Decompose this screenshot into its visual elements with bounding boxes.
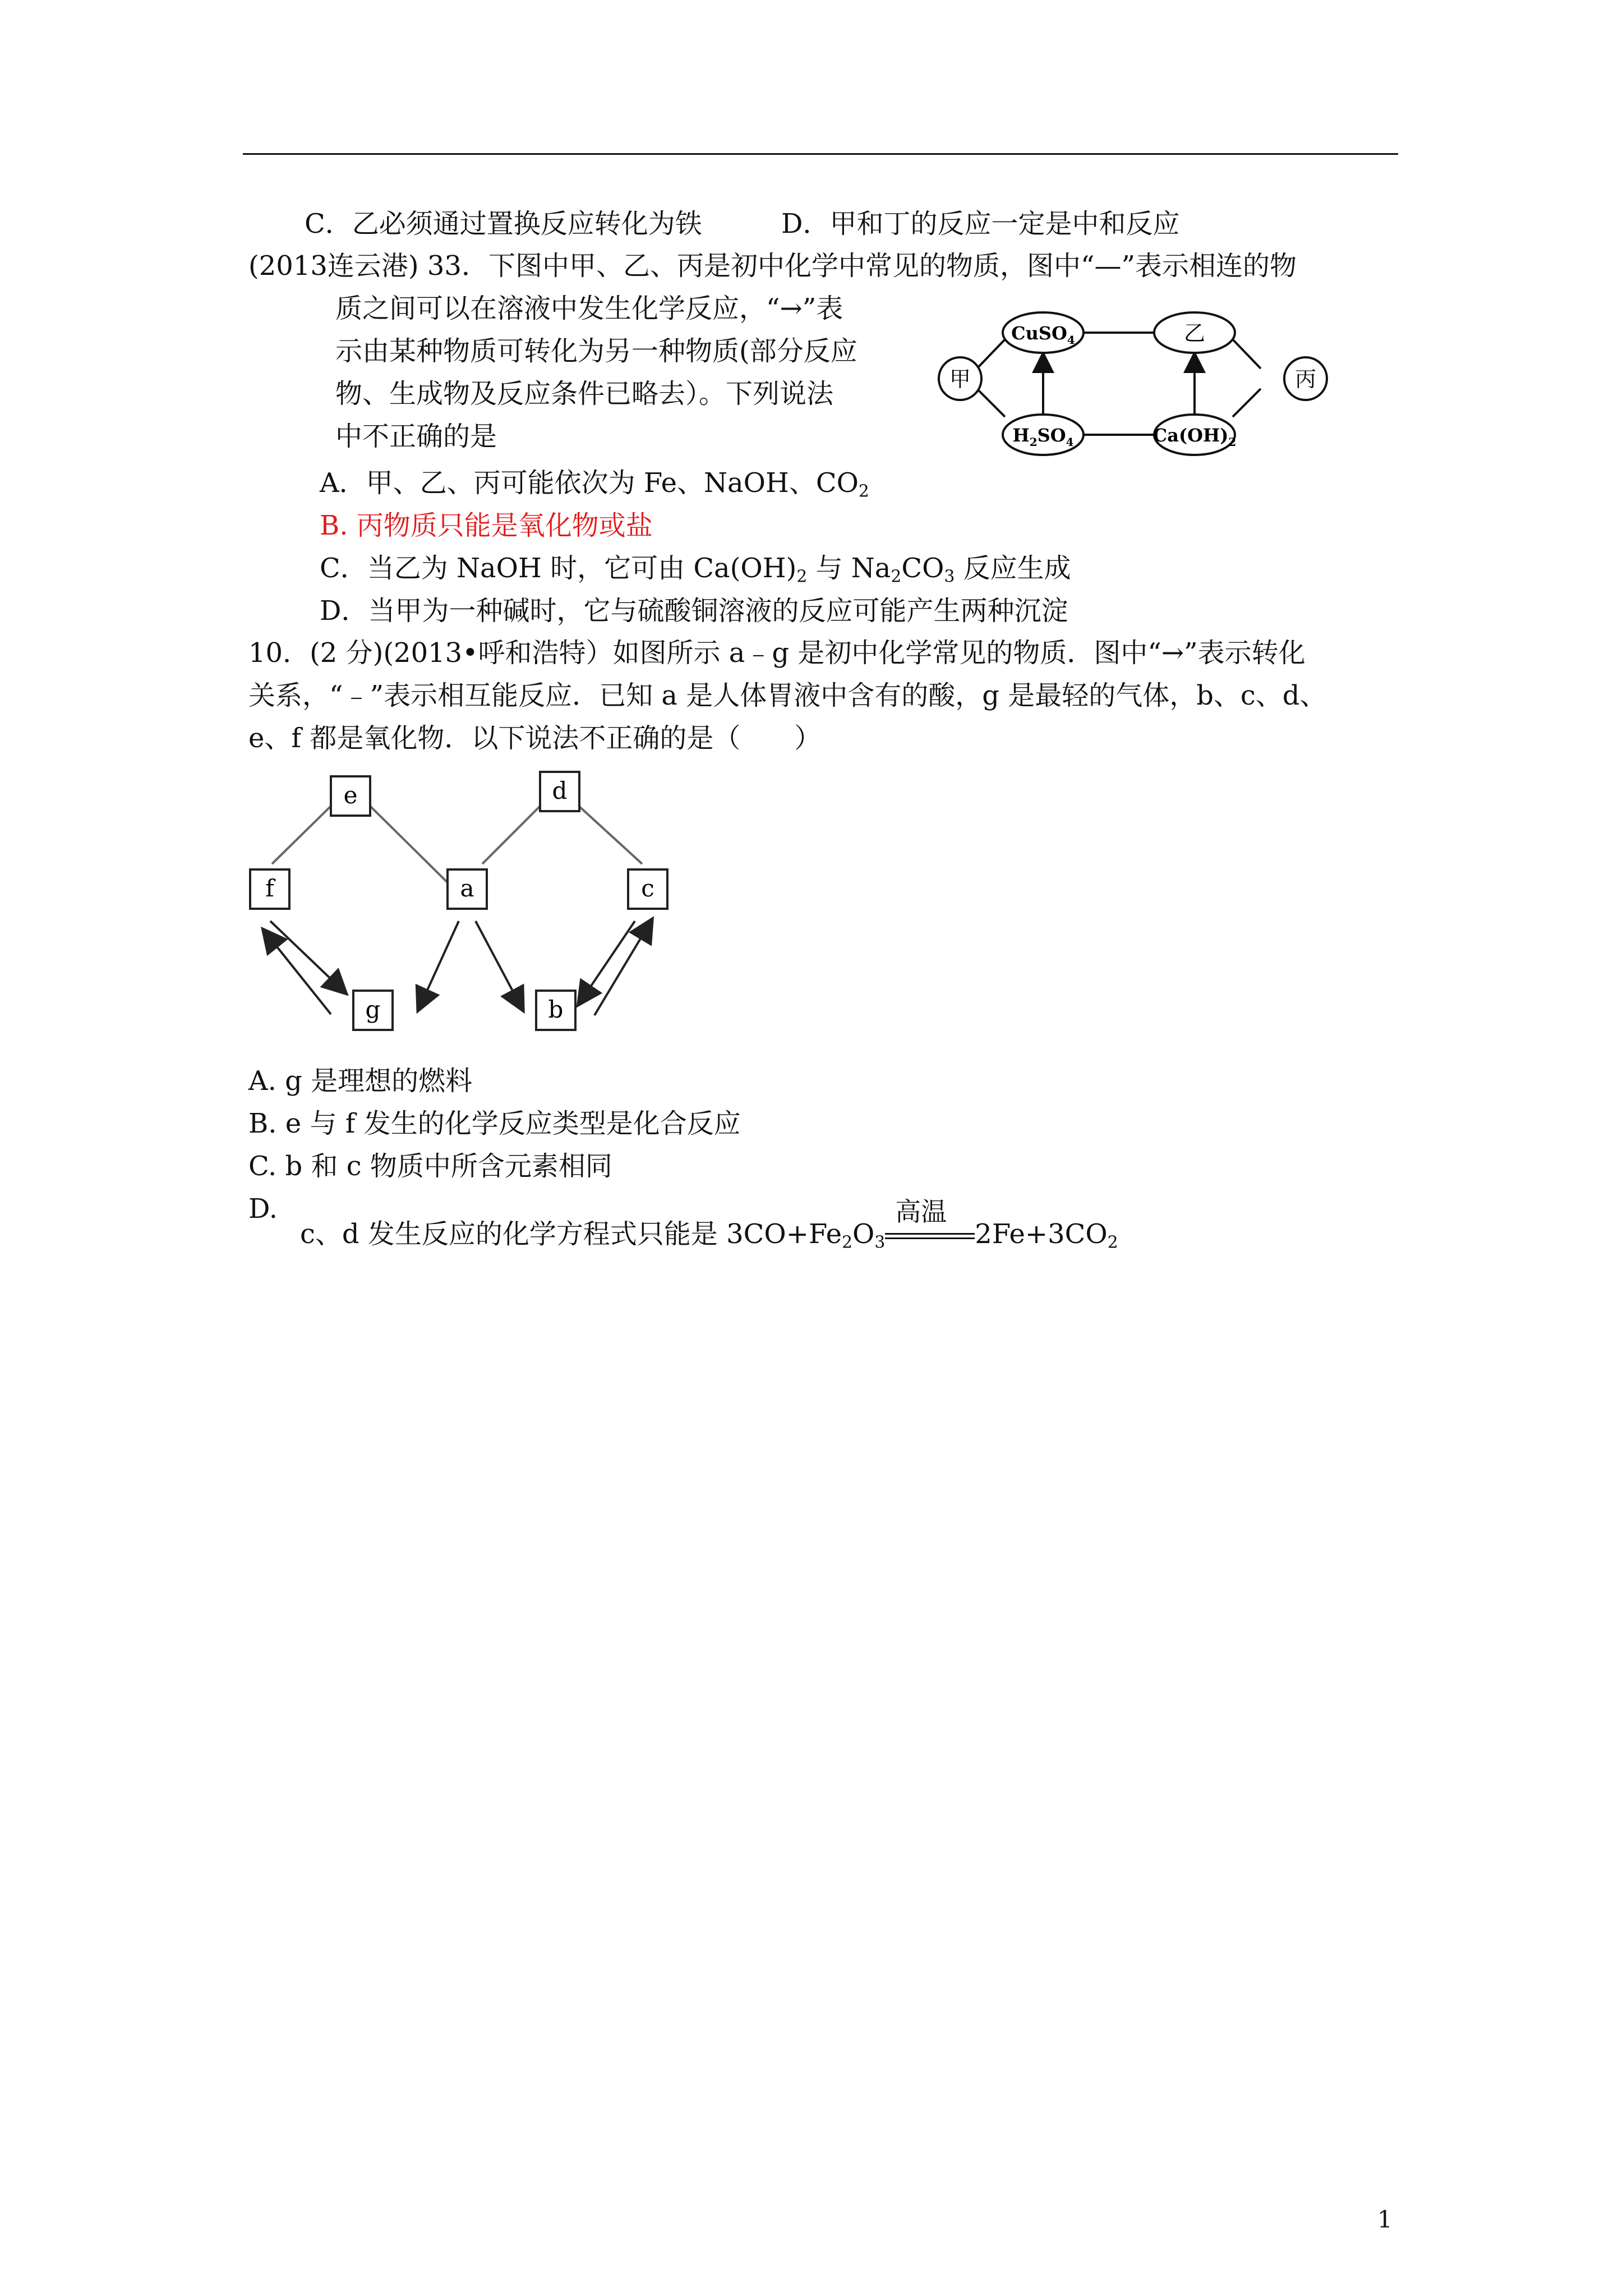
link-e-a <box>369 805 457 892</box>
node-yi-label: 乙 <box>1183 321 1206 346</box>
node-a-label: a <box>460 875 474 902</box>
q33-stem-line-1: 质之间可以在溶液中发生化学反应，“→”表 <box>335 293 843 324</box>
q33-reaction-diagram <box>931 300 1335 463</box>
q33-option-a: A．甲、乙、丙可能依次为 Fe、NaOH、$CO_2$ <box>320 467 869 501</box>
node-bing-label: 丙 <box>1294 367 1317 392</box>
node-jia-label: 甲 <box>949 367 971 392</box>
link-jia-h2so4 <box>977 389 1005 417</box>
q33-stem-line-4: 中不正确的是 <box>335 421 497 452</box>
header-rule <box>243 153 1398 155</box>
arrow-f-to-g <box>270 921 345 993</box>
condition-high-temp: 高温 <box>895 1196 947 1227</box>
node-g-label: g <box>365 996 381 1023</box>
node-d-label: d <box>552 777 568 804</box>
q10-stem-line-3: e、f 都是氧化物．以下说法不正确的是（ ） <box>248 723 822 754</box>
q33-option-d: D．当甲为一种碱时，它与硫酸铜溶液的反应可能产生两种沉淀 <box>320 595 1068 627</box>
link-f-e <box>272 805 332 864</box>
q10-stem-line-1: 10．(2 分)(2013•呼和浩特）如图所示 a﹣g 是初中化学常见的物质．图中“→”表示转化 <box>248 637 1306 669</box>
link-yi-bing <box>1233 339 1261 369</box>
page-number: 1 <box>1377 2206 1393 2233</box>
node-c-label: c <box>641 875 654 902</box>
q10-option-c: C. b 和 c 物质中所含元素相同 <box>248 1151 612 1182</box>
q33-stem-line-2: 示由某种物质可转化为另一种物质(部分反应 <box>335 335 857 367</box>
link-jia-cuso4 <box>977 339 1005 369</box>
node-f-label: f <box>265 875 274 902</box>
node-cuso4-label: CuSO$_4$ <box>1011 323 1075 347</box>
q33-intro: (2013连云港) 33．下图中甲、乙、丙是初中化学中常见的物质，图中“—”表示相连的物 <box>248 250 1297 282</box>
q10-option-d-label: D. <box>248 1193 278 1225</box>
node-e-label: e <box>343 781 358 809</box>
q10-stem-line-2: 关系，“﹣”表示相互能反应．已知 a 是人体胃液中含有的酸，g 是最轻的气体，b、c、d、 <box>248 680 1327 711</box>
arrow-g-to-f <box>264 930 331 1014</box>
q33-option-b: B. 丙物质只能是氧化物或盐 <box>320 510 653 541</box>
node-h2so4-label: $H_2SO_4$ <box>1012 425 1074 449</box>
q10-reaction-diagram <box>247 769 684 1043</box>
link-d-c <box>578 805 642 864</box>
link-a-d <box>482 805 541 864</box>
node-b-label: b <box>548 996 564 1023</box>
arrow-a-to-g <box>418 921 459 1010</box>
q10-option-d-equation: c、d 发生反应的化学方程式只能是 $3CO+Fe_2O_3$ 高温 $2Fe+3CO_2$ <box>300 1216 1118 1252</box>
prev-option-c: C．乙必须通过置换反应转化为铁 <box>305 208 702 240</box>
q33-stem-line-3: 物、生成物及反应条件已略去）。下列说法 <box>335 378 834 409</box>
prev-option-d: D．甲和丁的反应一定是中和反应 <box>781 208 1180 240</box>
reaction-condition-sign <box>885 1196 975 1248</box>
q33-option-c: C．当乙为 NaOH 时，它可由 $Ca(OH)_2$ 与 $Na_2CO_3$ 反应生成 <box>320 553 1071 587</box>
q10-option-b: B. e 与 f 发生的化学反应类型是化合反应 <box>248 1108 741 1139</box>
arrow-a-to-b <box>476 921 523 1010</box>
q10-option-a: A. g 是理想的燃料 <box>248 1065 473 1097</box>
link-caoh2-bing <box>1233 389 1261 417</box>
node-caoh2-label: $Ca(OH)_2$ <box>1152 425 1237 449</box>
